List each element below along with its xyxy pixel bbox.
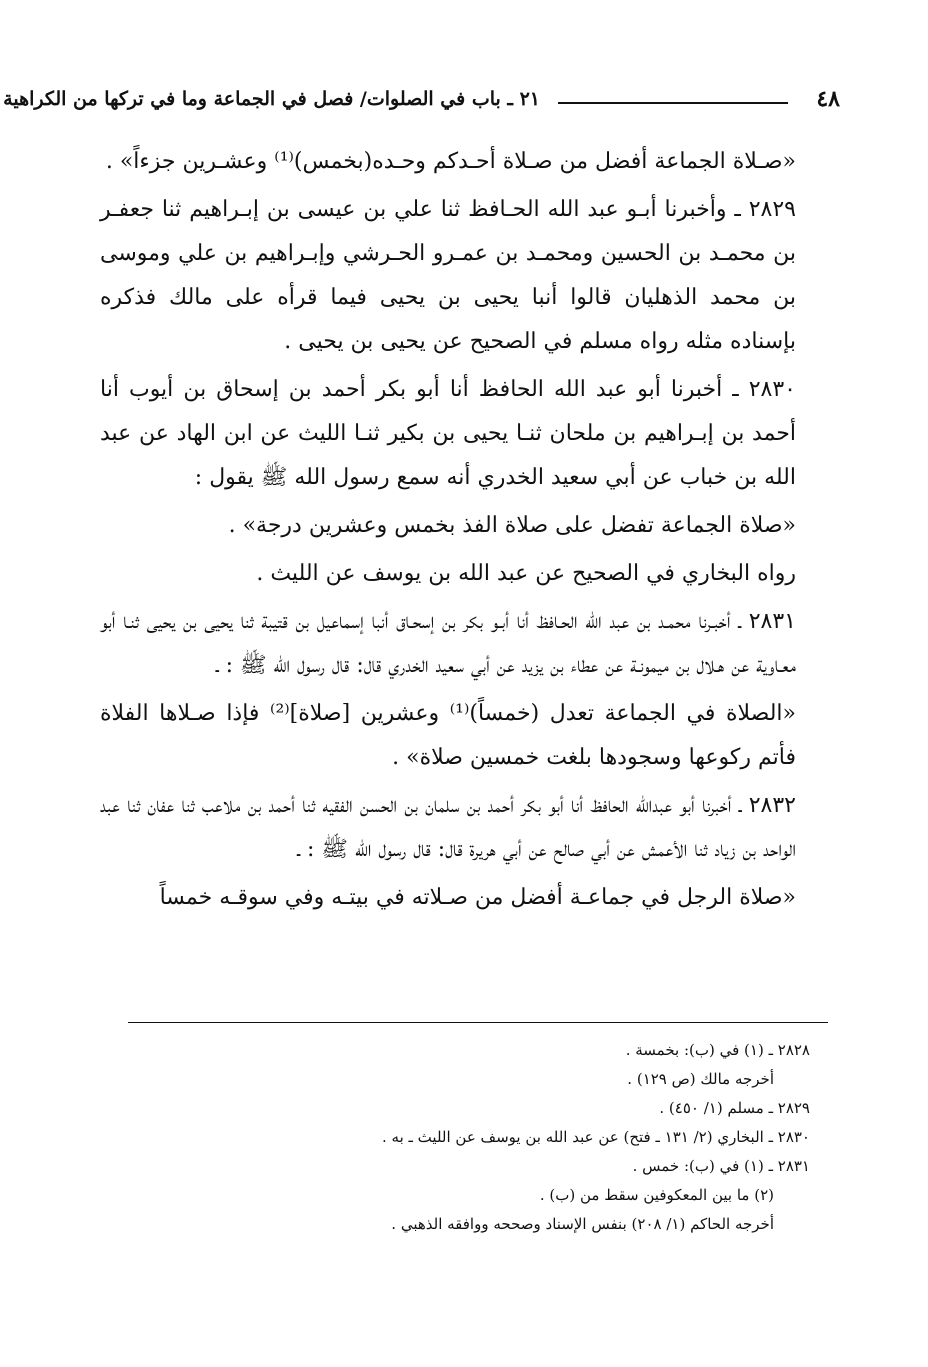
footnotes bbox=[130, 1036, 810, 1239]
footnote: ٢٨٢٩ ـ مسلم (١/ ٤٥٠) . bbox=[659, 1099, 810, 1117]
hadith-quote: «صلاة الرجل في جماعـة أفضل من صـلاته في بيتـه وفي سوقـه خمساً bbox=[159, 885, 796, 910]
narration-note: رواه البخاري في الصحيح عن عبد الله بن يوسف عن الليث . bbox=[256, 561, 796, 586]
footnote: ٢٨٣١ ـ (١) في (ب): خمس . bbox=[632, 1157, 810, 1175]
hadith-paragraph: ٢٨٢٩ ـ وأخبرنا أبـو عبد الله الحـافظ ثنا علي بن عيسى بن إبـراهيم ثنا جعفـر بن محمـد بن الحسين ومحمـد بن عمـرو الحـرشي وإبـراهيم بن علي وموسى بن محمد الذهليان قالوا أنبا يحيى بن يحيى فيما قرأه على مالك فذكره بإسناده مثله رواه مسلم في الصحيح عن يحيى بن يحيى . bbox=[100, 197, 796, 354]
footnote: ٢٨٣٠ ـ البخاري (٢/ ١٣١ ـ فتح) عن عبد الله بن يوسف عن الليث ـ به . bbox=[382, 1128, 810, 1146]
hadith-paragraph: ٢٨٣٠ ـ أخبرنا أبو عبد الله الحافظ أنا أبو بكر أحمد بن إسحاق بن أيوب أنا أحمد بن إبـراهيم بن ملحان ثنـا يحيى بن بكير ثنـا الليث عن ابن الهاد عن عبد الله بن خباب عن أبي سعيد الخدري أنه سمع رسول الله ﷺ يقول : bbox=[100, 377, 796, 490]
running-title: ٢١ ـ باب في الصلوات/ فصل في الجماعة وما في تركها من الكراهية bbox=[3, 88, 540, 110]
footnote: ٢٨٢٨ ـ (١) في (ب): بخمسة . bbox=[625, 1041, 810, 1059]
page-header bbox=[3, 86, 840, 116]
hadith-quote: «صـلاة الجماعة أفضل من صـلاة أحـدكم وحـده(بخمس)⁽¹⁾ وعشـرين جزءاً» . bbox=[105, 149, 796, 174]
page-number: ٤٨ bbox=[816, 86, 840, 112]
hadith-quote: «الصلاة في الجماعة تعدل (خمساً)⁽¹⁾ وعشرين [صلاة]⁽²⁾ فإذا صـلاها الفلاة فأتم ركوعها وسجودها بلغت خمسين صلاة» . bbox=[100, 701, 796, 770]
footnote: أخرجه مالك (ص ١٢٩) . bbox=[627, 1070, 774, 1088]
main-text bbox=[100, 140, 810, 924]
hadith-paragraph: ٢٨٣٢ ـ أخبرنا أبو عبدالله الحافظ أنا أبو بكر أحمد بن سلمان بن الحسن الفقيه ثنا أحمد بن ملاعب ثنا عفان ثنا عبد الواحد بن زياد ثنا الأعمش عن أبي صالح عن أبي هريرة قال: قال رسول الله ﷺ : ـ bbox=[100, 793, 796, 862]
header-rule bbox=[558, 102, 788, 104]
footnote-separator bbox=[128, 1022, 828, 1023]
hadith-paragraph: ٢٨٣١ ـ أخبـرنا محمـد بن عبد الله الحـافظ أنا أبـو بكر بن إسحـاق أنبا إسماعيل بن قتيبة ثنا يحيى بن يحيى ثنـا أبو معـاوية عن هـلال بن ميمونـة عن عطاء بن يزيد عن أبي سعيد الخدري قال: قال رسول الله ﷺ : ـ bbox=[100, 609, 796, 678]
hadith-quote: «صلاة الجماعة تفضل على صلاة الفذ بخمس وعشرين درجة» . bbox=[228, 513, 796, 538]
footnote: أخرجه الحاكم (١/ ٢٠٨) بنفس الإسناد وصححه ووافقه الذهبي . bbox=[391, 1215, 774, 1233]
footnote: (٢) ما بين المعكوفين سقط من (ب) . bbox=[539, 1186, 774, 1204]
